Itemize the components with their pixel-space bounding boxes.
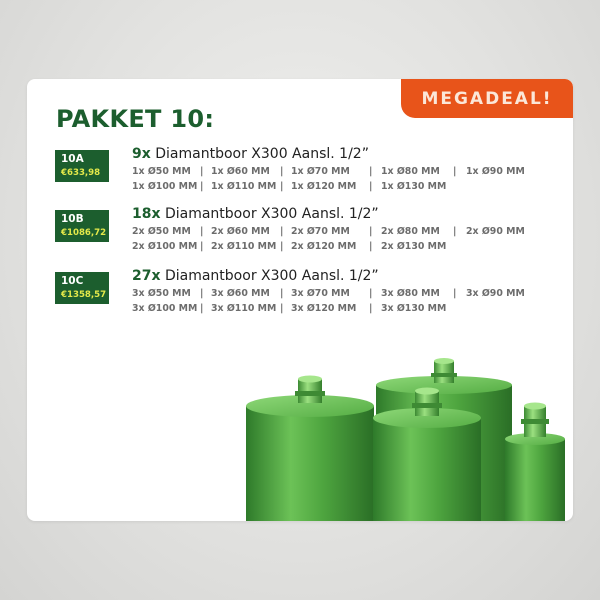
separator: | [369,288,373,299]
size-row [132,181,552,196]
package-headline [132,268,379,284]
separator: | [200,181,204,192]
drill-bit [246,376,374,522]
megadeal-banner [401,79,573,118]
separator: | [280,288,284,299]
package-qty: 27x [132,268,161,284]
size-item: 3x Ø80 MM [381,288,440,299]
separator: | [453,288,457,299]
size-list [132,288,552,318]
separator: | [200,288,204,299]
package-code: 10C [61,275,84,287]
separator: | [280,181,284,192]
size-item: 3x Ø90 MM [466,288,525,299]
package-qty: 9x [132,146,151,162]
size-row [132,241,552,256]
size-item: 3x Ø110 MM [211,303,277,314]
size-item: 3x Ø60 MM [211,288,270,299]
drill-bits-image [242,351,573,521]
size-item: 3x Ø50 MM [132,288,191,299]
size-item: 2x Ø130 MM [381,241,447,252]
separator: | [369,181,373,192]
separator: | [200,226,204,237]
separator: | [200,303,204,314]
size-item: 2x Ø60 MM [211,226,270,237]
package-code: 10B [61,213,84,225]
size-item: 3x Ø100 MM [132,303,198,314]
separator: | [200,166,204,177]
package-description: Diamantboor X300 Aansl. 1/2” [155,146,369,162]
size-item: 1x Ø70 MM [291,166,350,177]
package-badge [55,272,109,304]
size-item: 1x Ø90 MM [466,166,525,177]
separator: | [200,241,204,252]
separator: | [369,303,373,314]
size-item: 2x Ø100 MM [132,241,198,252]
size-item: 1x Ø130 MM [381,181,447,192]
size-row [132,288,552,303]
size-item: 1x Ø80 MM [381,166,440,177]
package-price: €1358,57 [61,290,107,300]
package-badge [55,150,109,182]
size-row [132,166,552,181]
size-item: 1x Ø100 MM [132,181,198,192]
package-code: 10A [61,153,84,165]
separator: | [453,166,457,177]
package-description: Diamantboor X300 Aansl. 1/2” [164,268,379,284]
size-item: 3x Ø120 MM [291,303,357,314]
size-item: 3x Ø70 MM [291,288,350,299]
separator: | [369,241,373,252]
size-item: 2x Ø110 MM [211,241,277,252]
size-list [132,166,552,196]
page-title: PAKKET 10: [56,105,215,133]
package-qty: 18x [132,206,161,222]
size-item: 1x Ø60 MM [211,166,270,177]
separator: | [280,303,284,314]
banner-label: MEGADEAL! [421,88,553,109]
size-item: 2x Ø80 MM [381,226,440,237]
size-item: 1x Ø50 MM [132,166,191,177]
size-list [132,226,552,256]
size-item: 3x Ø130 MM [381,303,447,314]
package-headline [132,206,379,222]
size-item: 1x Ø110 MM [211,181,277,192]
package-price: €1086,72 [61,228,107,238]
separator: | [280,166,284,177]
size-item: 1x Ø120 MM [291,181,357,192]
separator: | [280,226,284,237]
size-item: 2x Ø120 MM [291,241,357,252]
size-item: 2x Ø70 MM [291,226,350,237]
package-headline [132,146,369,162]
separator: | [369,166,373,177]
separator: | [369,226,373,237]
package-price: €633,98 [61,168,101,178]
size-item: 2x Ø50 MM [132,226,191,237]
drill-bit [505,403,565,522]
package-description: Diamantboor X300 Aansl. 1/2” [164,206,379,222]
separator: | [280,241,284,252]
product-card [27,79,573,521]
size-row [132,303,552,318]
separator: | [453,226,457,237]
size-row [132,226,552,241]
package-badge [55,210,109,242]
size-item: 2x Ø90 MM [466,226,525,237]
